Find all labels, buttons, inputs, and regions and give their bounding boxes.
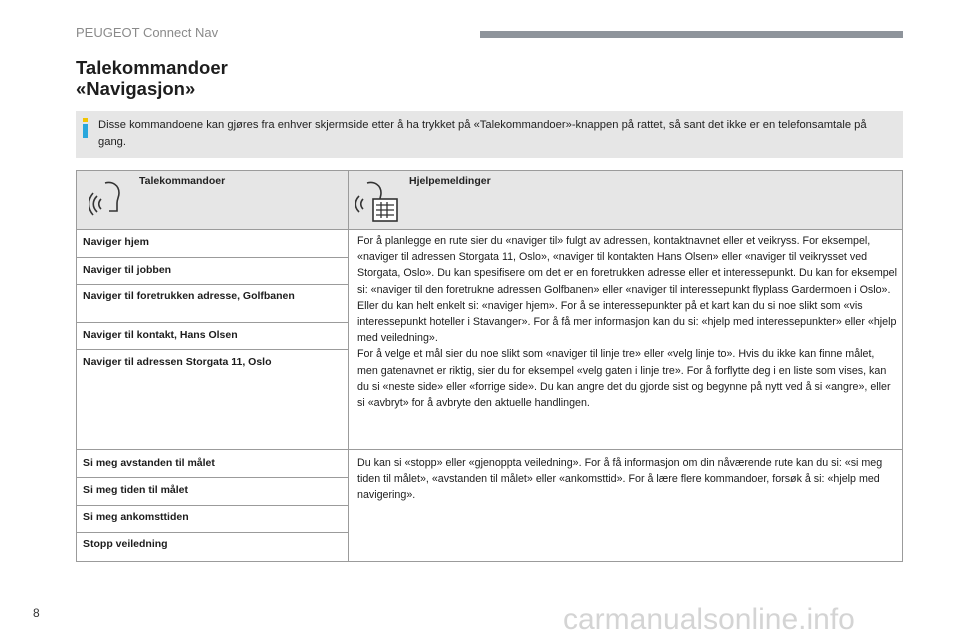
- header-bar: [480, 31, 903, 38]
- page-title-line1: Talekommandoer: [76, 57, 228, 78]
- manual-product-label: PEUGEOT Connect Nav: [76, 25, 219, 40]
- row-divider: [77, 505, 348, 506]
- watermark: carmanualsonline.info: [563, 603, 855, 636]
- command-distance: Si meg avstanden til målet: [83, 457, 215, 469]
- command-stop-guidance: Stopp veiledning: [83, 538, 168, 550]
- command-time: Si meg tiden til målet: [83, 484, 189, 496]
- row-divider: [77, 257, 348, 258]
- row-divider: [77, 349, 348, 350]
- col-header-commands: Talekommandoer: [139, 175, 226, 187]
- page-title: [76, 57, 228, 99]
- row-divider: [77, 284, 348, 285]
- command-arrival: Si meg ankomsttiden: [83, 511, 189, 523]
- column-divider: [348, 171, 349, 561]
- table-header: [77, 171, 902, 230]
- info-text: Disse kommandoene kan gjøres fra enhver skjermside etter å ha trykket på «Talekommandoer»-knappen på rattet, så sant det ikke er en telefonsamtale på gang.: [98, 119, 867, 148]
- group-divider: [77, 449, 902, 450]
- row-divider: [77, 477, 348, 478]
- help-text-route-para1: For å planlegge en rute sier du «naviger til» fulgt av adressen, kontaktnavnet eller et veikryss. For eksempel, «naviger til adressen Storgata 11, Oslo», «naviger til kontakten Hans Olsen» eller «naviger til veikrysset ved Storgata, Oslo». Du kan spesifisere om det er en foretrukken adresse eller et interessepunkt. Du kan for eksempel si: «naviger til den foretrukne adressen Golfbanen» eller «naviger til interessepunkt flyplass Gardermoen i Oslo». Eller du kan helt enkelt si: «naviger hjem». For å se interessepunkter på et kart kan du si noe slikt som «vis interessepunkt hoteller i Stavanger». For å få mer informasjon kan du si: «hjelp med interessepunkter» eller «hjelp med veiledning».: [357, 235, 897, 345]
- voice-command-table: [76, 170, 903, 562]
- col-header-help: Hjelpemeldinger: [409, 175, 491, 187]
- row-divider: [77, 532, 348, 533]
- page-title-line2: «Navigasjon»: [76, 78, 196, 99]
- help-text-route-para2: For å velge et mål sier du noe slikt som «naviger til linje tre» eller «velg linje to». Hvis du ikke kan finne målet, men gatenavnet er riktig, sier du for eksempel «velg gaten i linje tre». For å forflytte deg i en liste som vises, kan du si «neste side» eller «forrige side». Du kan angre det du gjorde sist og begynne på nytt ved å si «angre», eller si «avbryt» for å avbryte den aktuelle handlingen.: [357, 348, 891, 410]
- info-box: [76, 111, 903, 158]
- page-number: 8: [33, 606, 40, 620]
- info-icon: [82, 117, 90, 139]
- help-text-route: [357, 233, 897, 411]
- command-navigate-work: Naviger til jobben: [83, 264, 172, 276]
- command-navigate-address: Naviger til adressen Storgata 11, Oslo: [83, 356, 272, 368]
- row-divider: [77, 322, 348, 323]
- help-text-guidance: Du kan si «stopp» eller «gjenoppta veiledning». For å få informasjon om din nåværende rute kan du si: «si meg tiden til målet», «avstanden til målet» eller «ankomsttid». For å lære flere kommandoer, forsøk å si: «hjelp med navigering».: [357, 457, 883, 502]
- command-navigate-contact: Naviger til kontakt, Hans Olsen: [83, 329, 238, 341]
- voice-head-icon: [89, 177, 123, 217]
- help-message-icon: [355, 177, 399, 223]
- command-navigate-favorite: Naviger til foretrukken adresse, Golfbanen: [83, 290, 295, 302]
- command-navigate-home: Naviger hjem: [83, 236, 149, 248]
